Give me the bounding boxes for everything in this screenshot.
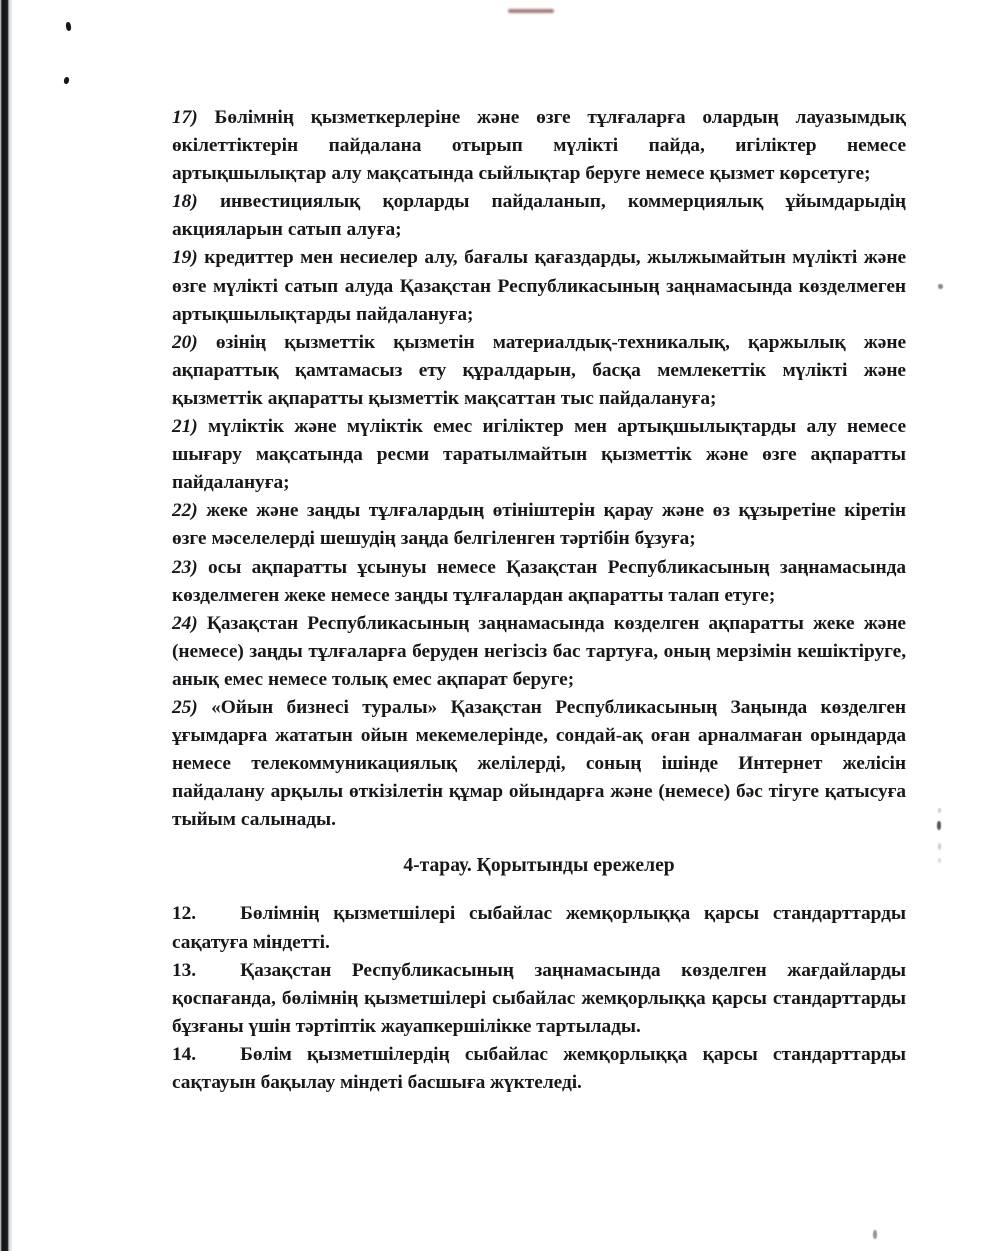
clause-20-text: өзінің қызметтік қызметін материалдық-техникалық, қаржылық және ақпараттық қамтамасыз ету құралдарын, басқа мемлекеттік мүлікті және қызметтік ақпаратты қызметтік мақсаттан тыс пайдалануға; (172, 331, 906, 409)
clause-24-number: 24) (172, 612, 198, 634)
ink-speck-icon (63, 77, 69, 85)
ink-speck-icon (938, 843, 941, 850)
clause-21 (172, 413, 906, 497)
ink-speck-icon (938, 808, 941, 813)
clause-17 (172, 104, 906, 188)
clause-23-number: 23) (172, 556, 198, 578)
clause-22 (172, 497, 906, 553)
paragraph-12-number: 12. (172, 903, 197, 925)
clause-17-number: 17) (172, 107, 198, 128)
clause-17-text: Бөлімнің қызметкерлеріне және өзге тұлғаларға олардың лауазымдық өкілеттіктерін пайдалана отырып мүлікті пайда, игіліктер немесе артықшылықтар алу мақсатында сыйлықтар беруге немесе қызмет көрсетуге; (172, 107, 906, 185)
ink-speck-icon (873, 1230, 877, 1239)
clause-22-number: 22) (172, 500, 198, 522)
clause-18-number: 18) (172, 191, 198, 213)
clause-20-number: 20) (172, 331, 198, 353)
ink-speck-icon (65, 22, 71, 32)
section-heading: 4-тарау. Қорытынды ережелер (403, 855, 675, 877)
clause-24-text: Қазақстан Республикасының заңнамасында көзделген ақпаратты жеке және (немесе) заңды тұлғаларға беруден негізсіз бас тартуға, оның мерзімін кешіктіруге, анық емес немесе толық емес ақпарат беруге; (172, 612, 906, 690)
clause-22-text: жеке және заңды тұлғалардың өтініштерін қарау және өз құзыретіне кіретін өзге мәселелерді шешудің заңда белгіленген тәртібін бұзуға; (172, 500, 906, 550)
paragraph-12 (172, 900, 906, 956)
ink-speck-icon (938, 284, 943, 289)
document-body (172, 104, 906, 1097)
clause-23 (172, 554, 906, 610)
clause-21-text: мүліктік және мүліктік емес игіліктер мен артықшылықтарды алу немесе шығару мақсатында ресми таратылмайтын қызметтік және өзге ақпаратты пайдалануға; (172, 416, 906, 494)
top-red-dash-mark (508, 9, 554, 13)
clause-25 (172, 694, 906, 834)
paragraph-13-text: Қазақстан Республикасының заңнамасында көзделген жағдайларды қоспағанда, бөлімнің қызметшілері сыбайлас жемқорлыққа қарсы стандарттарды бұзғаны үшін тәртіптік жауапкершілікке тартылады. (172, 959, 906, 1037)
clause-23-text: осы ақпаратты ұсынуы немесе Қазақстан Республикасының заңнамасында көзделмеген жеке немесе заңды тұлғалардан ақпаратты талап етуге; (172, 556, 906, 606)
scan-shadow-left-edge (0, 0, 9, 1251)
clause-19-number: 19) (172, 247, 198, 269)
clause-25-text: «Ойын бизнесі туралы» Қазақстан Республикасының Заңында көзделген ұғымдарға жататын ойын мекемелерінде, сондай-ақ оған арналмаған орындарда немесе телекоммуникациялық желілерді, соның ішінде Интернет желісін пайдалану арқылы өткізілетін құмар ойындарға және (немесе) бәс тігуге қатысуға тыйым салынады. (172, 696, 906, 831)
clause-24 (172, 610, 906, 694)
clause-20 (172, 329, 906, 413)
paragraph-13-number: 13. (172, 959, 197, 981)
paragraph-14-text: Бөлім қызметшілердің сыбайлас жемқорлыққа қарсы стандарттарды сақтауын бақылау міндеті басшыға жүктеледі. (172, 1043, 906, 1093)
paragraph-14-number: 14. (172, 1043, 197, 1065)
clause-19 (172, 244, 906, 328)
ink-speck-icon (937, 821, 941, 830)
clause-18 (172, 188, 906, 244)
paragraph-13 (172, 957, 906, 1041)
ink-speck-icon (938, 858, 941, 863)
clause-25-number: 25) (172, 696, 198, 718)
clause-18-text: инвестициялық қорларды пайдаланып, коммерциялық ұйымдарыдің акцияларын сатып алуға; (172, 191, 906, 241)
paragraph-14 (172, 1041, 906, 1097)
scan-shadow-left-gradient (9, 0, 13, 1251)
clause-19-text: кредиттер мен несиелер алу, бағалы қағаздарды, жылжымайтын мүлікті және өзге мүлікті сатып алуда Қазақстан Республикасының заңнамасында көзделмеген артықшылықтарды пайдалануға; (172, 247, 907, 325)
clause-21-number: 21) (172, 416, 198, 438)
paragraph-12-text: Бөлімнің қызметшілері сыбайлас жемқорлыққа қарсы стандарттарды сақатуға міндетті. (172, 903, 906, 953)
